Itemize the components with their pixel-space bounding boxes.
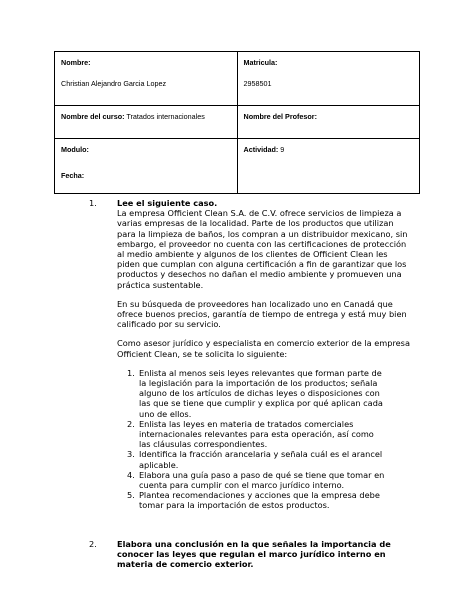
curso-value: Tratados internacionales: [126, 112, 205, 121]
actividad-label: Actividad:: [243, 145, 279, 154]
task-number: 1.: [127, 367, 135, 378]
modulo-label: Modulo:: [61, 145, 89, 154]
item-2-heading: Elabora una conclusión en la que señales la importancia de conocer las leyes que regulan el marco jurídico interno en materia de comercio exterior.: [117, 538, 391, 570]
task-item: [127, 418, 387, 450]
profesor-label: Nombre del Profesor:: [243, 112, 317, 121]
curso-label: Nombre del curso:: [61, 112, 125, 121]
task-item: [127, 469, 387, 491]
instruction-item-1: [89, 198, 413, 511]
matricula-cell: [237, 52, 420, 106]
task-number: 3.: [127, 449, 135, 460]
item-2-number: 2.: [89, 538, 97, 549]
matricula-label: Matricula:: [243, 58, 278, 67]
assignment-content: [89, 198, 413, 570]
task-item: [127, 449, 387, 470]
task-list: [127, 367, 413, 511]
student-info-table: [54, 51, 420, 194]
actividad-cell: [237, 139, 420, 194]
task-text: Identifica la fracción arancelaria y señala cuál es el arancel aplicable.: [139, 449, 383, 470]
actividad-value: 9: [280, 145, 285, 154]
nombre-label: Nombre:: [61, 58, 91, 67]
instruction-item-2: [89, 538, 397, 570]
item-1-number: 1.: [89, 198, 97, 208]
nombre-cell: [55, 52, 238, 106]
task-text: Plantea recomendaciones y acciones que la empresa debe tomar para la importación de estos productos.: [139, 490, 380, 511]
task-text: Elabora una guía paso a paso de qué se tiene que tomar en cuenta para cumplir con el marco jurídico interno.: [139, 469, 385, 491]
fecha-label: Fecha:: [61, 170, 85, 180]
case-paragraph-3: Como asesor jurídico y especialista en comercio exterior de la empresa Officient Clean, se te solicita lo siguiente:: [117, 338, 410, 359]
modulo-fecha-cell: [55, 139, 238, 194]
nombre-value: Christian Alejandro Garcia Lopez: [61, 78, 167, 88]
task-number: 5.: [127, 490, 135, 501]
task-text: Enlista al menos seis leyes relevantes que forman parte de la legislación para la importación de los productos; señala alguno de los artículos de dichas leyes o disposiciones con las que se tiene que cumplir y explica por qué aplican cada uno de ellos.: [139, 367, 383, 419]
matricula-value: 2958501: [243, 78, 272, 88]
task-item: [127, 490, 387, 511]
case-paragraph-2: En su búsqueda de proveedores han localizado uno en Canadá que ofrece buenos precios, garantía de tiempo de entrega y está muy bien calificado por su servicio.: [117, 298, 407, 330]
curso-cell: [55, 106, 238, 139]
task-text: Enlista las leyes en materia de tratados comerciales internacionales relevantes para esta operación, así como las cláusulas correspondientes.: [139, 418, 374, 450]
task-item: [127, 367, 387, 419]
task-number: 2.: [127, 418, 135, 429]
task-number: 4.: [127, 469, 135, 480]
item-1-heading: Lee el siguiente caso.: [117, 198, 218, 208]
case-paragraph-1: La empresa Officient Clean S.A. de C.V. ofrece servicios de limpieza a varias empresas de la localidad. Parte de los productos que utilizan para la limpieza de baños, los compran a un distribuidor mexicano, sin embargo, el proveedor no cuenta con las certificaciones de protección al medio ambiente y algunos de los clientes de Officient Clean les piden que cumplan con alguna certificación a fin de garantizar que los productos y desechos no dañan el medio ambiente y promueven una práctica sustentable.: [117, 208, 408, 290]
profesor-cell: [237, 106, 420, 139]
